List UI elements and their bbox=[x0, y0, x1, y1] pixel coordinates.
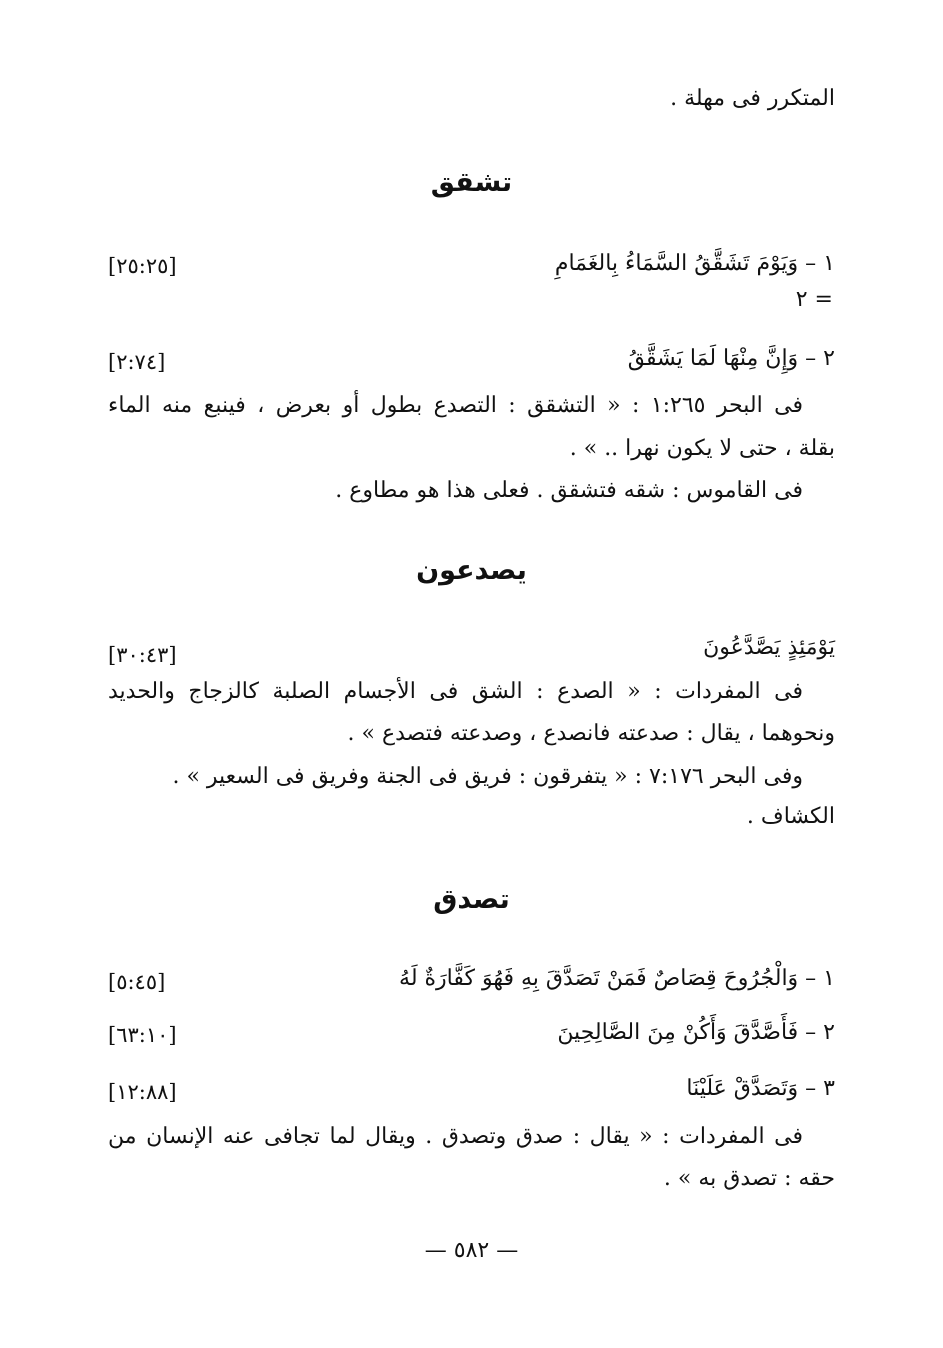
verse-reference: [١٢:٨٨] bbox=[108, 1080, 177, 1104]
note-line: بقلة ، حتى لا يكون نهرا .. » . bbox=[569, 436, 835, 461]
page-number: — ٥٨٢ — bbox=[424, 1238, 519, 1263]
verse-line: ٢ – فَأَصَّدَّقَ وَأَكُنْ مِنَ الصَّالِحِينَ bbox=[557, 1020, 835, 1045]
verse-reference: [٦٣:١٠] bbox=[108, 1023, 177, 1047]
note-line: وفى البحر ٧:١٧٦ : « يتفرقون : فريق فى الجنة وفريق فى السعير » . bbox=[172, 764, 803, 789]
intro-line: المتكرر فى مهلة . bbox=[670, 86, 835, 111]
section-heading-tasaddaq: تصدق bbox=[433, 884, 510, 915]
verse-line: ٣ – وَتَصَدَّقْ عَلَيْنَا bbox=[686, 1076, 835, 1101]
verse-line: ٢ = bbox=[795, 287, 833, 312]
verse-reference: [٢:٧٤] bbox=[108, 350, 166, 374]
note-line: فى البحر ١:٢٦٥ : « التشقق : التصدع بطول أو بعرض ، فينبع منه الماء bbox=[108, 393, 803, 418]
note-line: ونحوهما ، يقال : صدعته فانصدع ، وصدعته فتصدع » . bbox=[347, 721, 835, 746]
verse-reference: [٥:٤٥] bbox=[108, 970, 166, 994]
note-line: فى المفردات : « الصدع : الشق فى الأجسام الصلبة كالزجاج والحديد bbox=[108, 679, 803, 704]
verse-reference: [٣٠:٤٣] bbox=[108, 643, 177, 667]
verse-line: يَوْمَئِذٍ يَصَّدَّعُونَ bbox=[703, 635, 835, 660]
note-line: حقه : تصدق به » . bbox=[663, 1166, 835, 1191]
verse-line: ١ – وَيَوْمَ تَشَقَّقُ السَّمَاءُ بِالغَمَامِ bbox=[554, 251, 835, 276]
section-heading-tashaqqaq: تشقق bbox=[430, 167, 513, 198]
verse-reference: [٢٥:٢٥] bbox=[108, 254, 177, 278]
section-heading-yassadaun: يصدعون bbox=[416, 555, 527, 586]
note-line: فى القاموس : شقه فتشقق . فعلى هذا هو مطاوع . bbox=[335, 478, 803, 503]
note-line: فى المفردات : « يقال : صدق وتصدق . ويقال لما تجافى عنه الإنسان من bbox=[108, 1124, 803, 1149]
verse-line: ٢ – وَإِنَّ مِنْهَا لَمَا يَشَقَّقُ bbox=[627, 346, 835, 371]
note-line: الكشاف . bbox=[746, 804, 835, 829]
verse-line: ١ – وَالْجُرُوحَ قِصَاصٌ فَمَنْ تَصَدَّقَ بِهِ فَهُوَ كَفَّارَةٌ لَهُ bbox=[399, 966, 835, 991]
